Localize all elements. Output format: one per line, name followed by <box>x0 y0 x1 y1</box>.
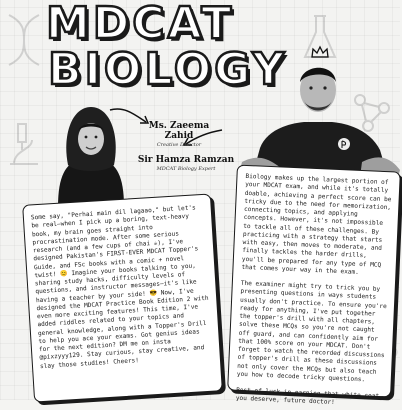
right-note-paragraph-3: Best of luck in earning that white coat you deserve, future doctor! <box>235 386 380 407</box>
title-line-2: BIOLOGY <box>48 44 288 95</box>
title-line-1: MDCAT <box>46 0 235 49</box>
author-1-caption <box>134 121 224 148</box>
left-note-box <box>22 193 223 402</box>
author-1-role: Creative Director <box>156 142 202 148</box>
right-note-paragraph-2: The examiner might try to trick you by presenting questions in ways students usually don't practice. To ensure you're ready for anything, I've put together the topper's drill with all chapters, solve these MCQs so you're not caught off guard, and can confidently aim for that 100% score on your MDCAT. Don't forget to watch the recorded discussions of topper's drill as these discussions not only cover the MCQs but also teach you how to decode tricky questions. <box>236 279 387 384</box>
author-2-caption <box>132 155 240 172</box>
dna-doodle-icon <box>4 10 44 70</box>
right-note-box <box>227 165 401 407</box>
author-2-name: Sir Hamza Ramzan <box>137 155 235 165</box>
right-note-paragraph-1: Biology makes up the largest portion of your MDCAT exam, and while it's totally doable, achieving a perfect score can be tricky due to the need for memorization, connecting topics, and applying concepts. However, it's not impossible to tackle all of these challenges. By practicing with a strategy that starts with easy, then moves to moderate, and finally tackles the harder drills, you'll be prepared for any type of MCQ that comes your way in the exam. <box>241 172 392 276</box>
microscope-doodle-icon <box>6 120 42 170</box>
left-note-text: Some say, "Perhai main dil lagaao," but let's be real–when I pick up a boring, text-heavy book, my brain goes straight into procrastination mode. After some serious research (and a few cups of chai ☕), I've designed Pakistan's FIRST-EVER MDCAT Topper's Guide, and FSc books with a comic + novel twist! 😊 Imagine your books talking to you, sharing study hacks, difficulty levels of questions, and instructor messages–it's like having a teacher by your side! 😎 Now, I've designed the MDCAT Practice Book Edition 2 with even more exciting features! This time, I've added riddles related to your topics and general knowledge, along with a Topper's Drill to help you ace your exams. Got genius ideas for the next edition? DM me on insta @pixzyyy129. Stay curious, stay creative, and slay those studies! Cheers! <box>30 204 209 370</box>
author-1-name: Ms. Zaeema Zahid <box>148 121 210 141</box>
author-2-role: MDCAT Biology Expert <box>156 166 216 172</box>
author-2-photo <box>232 52 402 177</box>
